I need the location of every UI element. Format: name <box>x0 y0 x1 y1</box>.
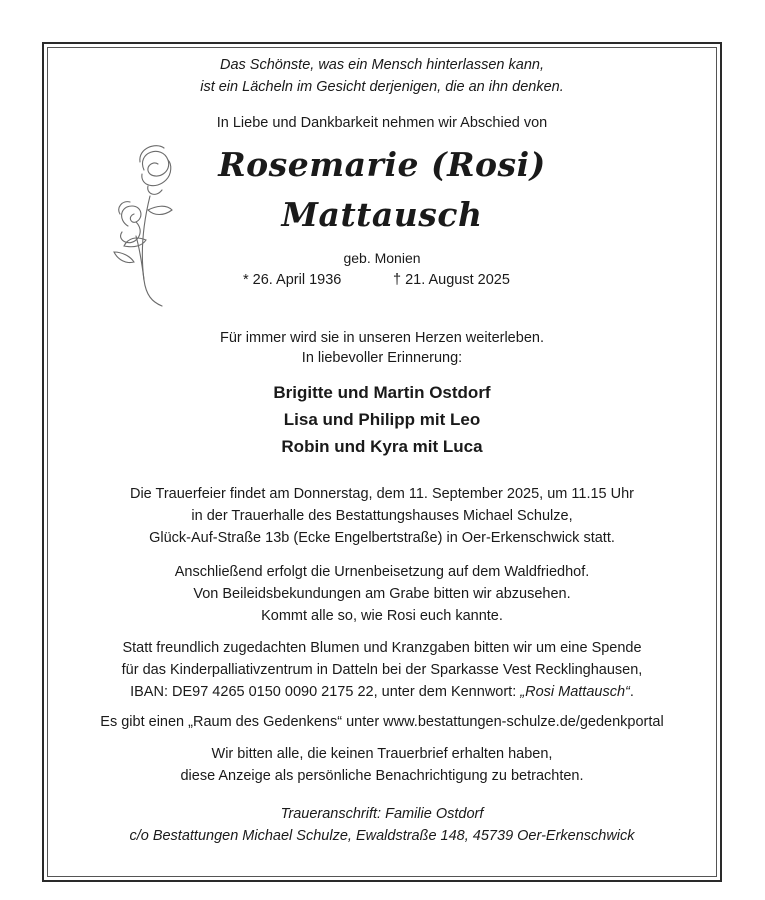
death-date: † 21. August 2025 <box>393 272 510 288</box>
remembrance-link-text: Es gibt einen „Raum des Gedenkens“ unter www.bestattungen-schulze.de/gedenkportal <box>100 714 664 730</box>
notice-line: Wir bitten alle, die keinen Trauerbrief erhalten haben, <box>211 746 553 762</box>
burial-line: Kommt alle so, wie Rosi euch kannte. <box>261 608 503 624</box>
donation-iban-suffix: . <box>629 684 634 700</box>
birth-name: geb. Monien <box>343 250 421 266</box>
memorial-line-1: Für immer wird sie in unseren Herzen weiterleben. <box>220 330 544 346</box>
donation-iban: IBAN: DE97 4265 0150 0090 2175 22, unter dem Kennwort: <box>130 684 521 700</box>
ceremony-line: Glück-Auf-Straße 13b (Ecke Engelbertstraße) in Oer-Erkenschwick statt. <box>149 530 615 546</box>
family-member: Robin und Kyra mit Luca <box>281 437 483 456</box>
intro-text: In Liebe und Dankbarkeit nehmen wir Abschied von <box>216 115 548 131</box>
donation-line: Statt freundlich zugedachten Blumen und Kranzgaben bitten wir um eine Spende <box>122 640 642 656</box>
quote-line-2: ist ein Lächeln im Gesicht derjenigen, die an ihn denken. <box>200 79 564 95</box>
family-member: Brigitte und Martin Ostdorf <box>273 383 491 402</box>
donation-line: für das Kinderpalliativzentrum in Datteln bei der Sparkasse Vest Recklinghausen, <box>121 662 643 678</box>
birth-date: * 26. April 1936 <box>243 272 342 288</box>
ceremony-line: in der Trauerhalle des Bestattungshauses Michael Schulze, <box>191 508 573 524</box>
family-member: Lisa und Philipp mit Leo <box>283 410 481 429</box>
life-dates <box>47 272 717 292</box>
memorial-line-2: In liebevoller Erinnerung: <box>301 350 463 366</box>
ceremony-line: Die Trauerfeier findet am Donnerstag, dem 11. September 2025, um 11.15 Uhr <box>129 486 634 502</box>
burial-line: Anschließend erfolgt die Urnenbeisetzung auf dem Waldfriedhof. <box>174 564 590 580</box>
burial-line: Von Beileidsbekundungen am Grabe bitten wir abzusehen. <box>193 586 571 602</box>
donation-keyword: „Rosi Mattausch“ <box>520 684 630 700</box>
address-line-1: Traueranschrift: Familie Ostdorf <box>280 806 484 822</box>
deceased-name-line-1: Rosemarie (Rosi) <box>218 145 546 184</box>
quote-line-1: Das Schönste, was ein Mensch hinterlassen kann, <box>219 57 544 73</box>
deceased-name-line-2: Mattausch <box>281 195 483 234</box>
notice-line: diese Anzeige als persönliche Benachrichtigung zu betrachten. <box>180 768 584 784</box>
address-line-2: c/o Bestattungen Michael Schulze, Ewaldstraße 148, 45739 Oer-Erkenschwick <box>129 828 635 844</box>
donation-iban-line <box>47 684 717 700</box>
